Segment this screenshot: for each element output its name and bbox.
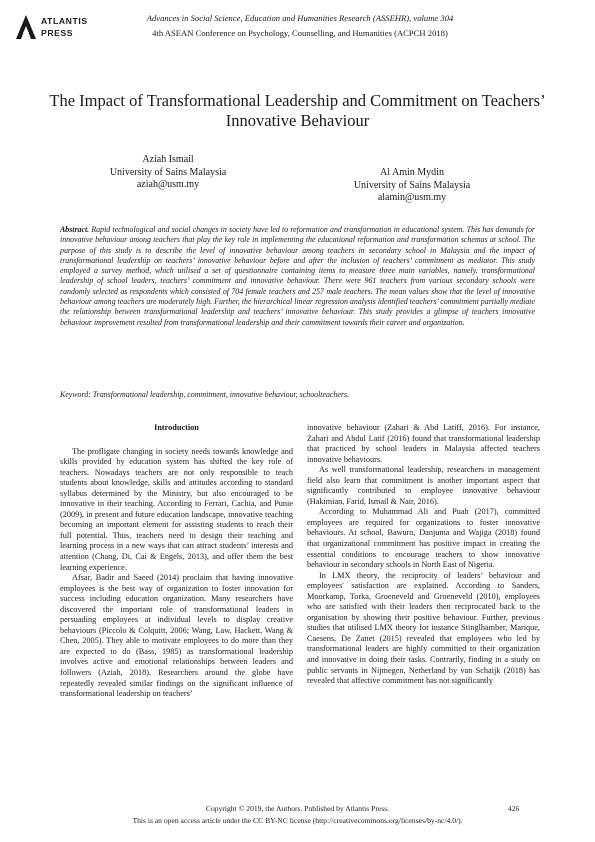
paragraph: According to Muhammad Ali and Puah (2017), committed employees are required for organizations to foster innovative behaviours. At school, Bawuro, Danjuma and Wajiga (2018) found that organizational commitment has positive impact in creating the essential conditions to encourage teachers to show innovative behaviour in secondary schools in North East of Nigeria. xyxy=(307,507,540,570)
author-email[interactable]: aziah@usm.my xyxy=(136,179,200,190)
logo-text-line2: PRESS xyxy=(41,28,74,38)
abstract xyxy=(60,225,535,328)
logo-text-line1: ATLANTIS xyxy=(41,16,88,26)
series-title: Advances in Social Science, Education and Humanities Research (ASSEHR), volume 304 xyxy=(146,13,454,23)
paragraph: Afsar, Badir and Saeed (2014) proclaim that having innovative employees is the best way of organization to foster innovation for success including education organization. Many researchers have discovered the important role of transformational leaders in persuading employees at individual levels to display creative behaviours (Piccolo & Colquitt, 2006; Wang, Law, Hackett, Wang & Chen, 2005). They able to motivate employees to do more than they are expected to do (Bass, 1985) as transformational leadership involves active and emotional relationships between leaders and followers (Aziah, 2018). Researchers around the globe have repeatedly revealed similar findings on the significant influence of transformational leadership on teachers’ xyxy=(60,573,293,699)
left-column xyxy=(60,423,293,700)
paragraph: innovative behaviour (Zahari & Abd Latiff, 2016). For instance, Zahari and Abdul Latif (2016) found that transformational leadership that practiced by school leaders in Malaysia affected teachers innovative behaviours. xyxy=(307,423,540,464)
section-heading-introduction: Introduction xyxy=(154,423,199,432)
page-number: 426 xyxy=(508,804,520,813)
copyright-notice: Copyright © 2019, the Authors. Published by Atlantis Press. xyxy=(205,804,390,813)
publisher-logo xyxy=(14,13,94,41)
conference-title: 4th ASEAN Conference on Psychology, Counselling, and Humanities (ACPCH 2018) xyxy=(152,28,448,38)
author-affiliation: University of Sains Malaysia xyxy=(109,166,227,178)
paragraph: The profligate changing in society needs towards knowledge and skills provided by education system has shifted the key role of teachers. Nowadays teachers are not only responsible to teach students about knowledge, skills and attitudes according to standard syllabus determined by the Ministry, but also encouraged to be innovative in their teaching. According to Ferrari, Cachia, and Punie (2009), in present and future education landscape, innovative teaching becoming an important element for assisting students to reach their full potential. Thus, teachers need to design their teaching and learning process in a new ways that can attract students’ interests and attention (Chang, Di, Cai & Engels, 2013), and offer them the best learning experience. xyxy=(60,446,293,572)
paper-title: The Impact of Transformational Leadership and Commitment on Teachers’ Innovative Behaviour xyxy=(49,91,546,130)
atlantis-press-logo-icon xyxy=(14,13,38,41)
keywords: Keyword: Transformational leadership, commitment, innovative behaviour, schoolteachers. xyxy=(60,390,349,399)
author-block-1 xyxy=(68,154,268,192)
right-column xyxy=(307,423,540,687)
paragraph: In LMX theory, the reciprocity of leaders’ behaviour and employees' satisfaction are explained. According to Sanders, Moorkamp, Torka, Groeneveld and Groeneveld (2010), employees who are satisfied with their leaders then reciprocated back to the organisation by showing their positive behaviour. Further, previous studies that utilised LMX theory for instance Stinglhamber, Marique, Caesens, De Zanet (2015) revealed that employees who led by transformational leaders are highly committed to their organization and innovative in doing their tasks. Contrarily, finding in a study on public servants in Nijmegen, Netherland by van Schaijk (2018) has revealed that affective commitment has not significantly xyxy=(307,570,540,686)
author-name: Aziah Ismail xyxy=(142,154,194,165)
abstract-text: Rapid technological and social changes in society have led to reformation and transformation in educational system. This has demands for innovative behaviour among teachers that play the key role in implementing the educational reformation and transformation schemas at school. The purpose of this study is to describe the level of innovative behaviour among teachers in secondary school in Malaysia and the impact of transformational leadership on teachers’ innovative behaviour before and after the inclusion of teachers’ commitment as mediator. This study employed a survey method, which utilised a set of questionnaire containing items to measure three main variables, namely. transformational leadership of school leaders, teachers’ commitment and innovative behaviour. There were 961 teachers from various secondary schools were randomly selected as respondents which consisted of 704 female teachers and 257 male teachers. The mean values show that the level of innovative behaviour among teachers are moderately high. Further, the hierarchical linear regression analysis identified teachers’ commitment partially mediate the relationship between transformational leadership and teachers’ innovative behaviour. This study provides a glimpse of teachers innovative behaviour improvement resulted from transformational leadership and their commitment towards their career and organization. xyxy=(60,225,535,327)
author-email[interactable]: alamin@usm.my xyxy=(377,192,447,203)
paragraph: As well transformational leadership, researchers in management field also learn that commitment is another important aspect that significantly contributed to employee innovative behaviour (Hakimian, Farid, Ismail & Nair, 2016). xyxy=(307,465,540,506)
author-affiliation: University of Sains Malaysia xyxy=(353,179,471,191)
author-name: Al Amin Mydin xyxy=(380,167,444,178)
abstract-label: Abstract. xyxy=(60,225,90,234)
author-block-2 xyxy=(312,167,512,205)
license-notice[interactable]: This is an open access article under the CC BY-NC license (http://creativecommons.org/licenses/by-nc/4.0/). xyxy=(132,816,463,825)
